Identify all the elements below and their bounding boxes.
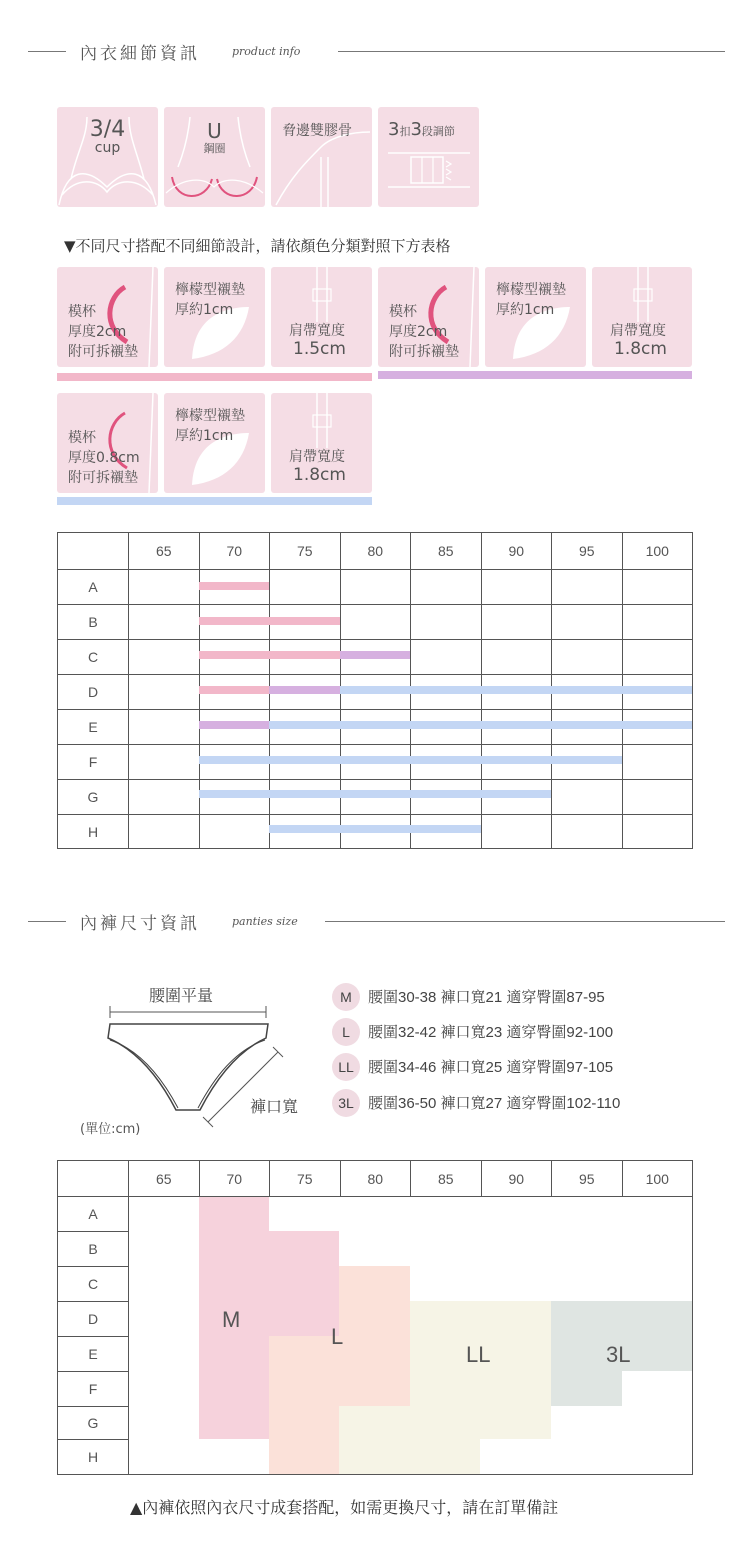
row-header: D xyxy=(58,675,129,710)
group3-pad-card xyxy=(164,393,265,493)
group1-strap-line2: 1.5cm xyxy=(293,339,346,359)
size-bar-d-75 xyxy=(269,686,340,694)
cup-unit-label: cup xyxy=(94,140,121,156)
table-row xyxy=(58,570,693,605)
group3-pad-line1: 檸檬型襯墊 xyxy=(175,408,245,424)
size-bar-c-70 xyxy=(199,651,340,659)
corner-cell xyxy=(58,1161,129,1197)
group3-color-bar xyxy=(57,497,372,505)
underwire-sub-label: 鋼圈 xyxy=(203,142,226,155)
col-header: 85 xyxy=(411,533,482,570)
group1-pad-card xyxy=(164,267,265,367)
panty-table-header xyxy=(58,1161,693,1197)
row-header: E xyxy=(58,1337,129,1372)
row-header: E xyxy=(58,710,129,745)
group2-cup-line1: 模杯 xyxy=(389,304,417,320)
group1-pad-line1: 檸檬型襯墊 xyxy=(175,282,245,298)
size-detail: 腰圍34-46 褲口寬25 適穿臀圍97-105 xyxy=(368,1059,614,1076)
group1-color-bar xyxy=(57,373,372,381)
col-header: 80 xyxy=(340,1161,411,1197)
group2-pad-line1: 檸檬型襯墊 xyxy=(496,282,566,298)
waist-measure-label: 腰圍平量 xyxy=(149,986,214,1005)
divider-left-2 xyxy=(28,921,66,922)
bra-table-header xyxy=(58,533,693,570)
col-header: 75 xyxy=(270,1161,341,1197)
group2-cup-line3: 附可拆襯墊 xyxy=(389,344,459,360)
col-header: 70 xyxy=(199,1161,270,1197)
size-bar-f-70 xyxy=(199,756,622,764)
footer-note: ▲內褲依照內衣尺寸成套搭配，如需更換尺寸，請在訂單備註 xyxy=(130,1498,559,1517)
row-header: A xyxy=(58,570,129,605)
size-detail: 腰圍36-50 褲口寬27 適穿臀圍102-110 xyxy=(368,1095,621,1112)
hook-rows: 3 xyxy=(410,119,422,140)
group1-strap-line1: 肩帶寬度 xyxy=(289,323,345,339)
group1-cup-line2: 厚度2cm xyxy=(68,324,127,340)
zone-label-3l: 3L xyxy=(606,1342,631,1367)
unit-label: (單位:cm) xyxy=(80,1122,141,1137)
group3-cup-line1: 模杯 xyxy=(68,430,96,446)
col-header: 90 xyxy=(481,533,552,570)
col-header: 80 xyxy=(340,533,411,570)
col-header: 90 xyxy=(481,1161,552,1197)
col-header: 100 xyxy=(622,1161,693,1197)
group2-pad-line2: 厚約1cm xyxy=(496,302,555,318)
size-bar-d-80 xyxy=(340,686,693,694)
divider-left xyxy=(28,51,66,52)
group3-strap-card xyxy=(271,393,372,493)
size-notice: ▼不同尺寸搭配不同細節設計，請依顏色分類對照下方表格 xyxy=(64,237,451,255)
group1-strap-card xyxy=(271,267,372,367)
group2-color-bar xyxy=(378,371,692,379)
size-badge: 3L xyxy=(332,1089,360,1117)
size-bar-b-70 xyxy=(199,617,340,625)
row-header: A xyxy=(58,1197,129,1232)
divider-right-2 xyxy=(325,921,725,922)
col-header: 85 xyxy=(411,1161,482,1197)
size-bar-e-70 xyxy=(199,721,270,729)
size-badge: L xyxy=(332,1018,360,1046)
zone-label-l: L xyxy=(331,1324,344,1349)
size-row-l xyxy=(332,1018,613,1046)
size-bar-d-70 xyxy=(199,686,270,694)
zone-label-ll: LL xyxy=(466,1342,491,1367)
table-row xyxy=(58,605,693,640)
col-header: 95 xyxy=(552,1161,623,1197)
feature-card-hook xyxy=(378,107,479,207)
size-row-ll xyxy=(332,1053,613,1081)
hook-word: 扣 xyxy=(399,125,411,138)
col-header: 70 xyxy=(199,533,270,570)
hook-label xyxy=(388,119,455,140)
feature-card-underwire xyxy=(164,107,265,207)
section-title-panties: 內褲尺寸資訊 xyxy=(80,914,200,934)
row-header: G xyxy=(58,780,129,815)
row-header: B xyxy=(58,1232,129,1267)
size-row-3l xyxy=(332,1089,620,1117)
zone-label-m: M xyxy=(222,1307,241,1332)
row-header: F xyxy=(58,1372,129,1407)
size-badge: LL xyxy=(332,1053,360,1081)
section-title-bra: 內衣細節資訊 xyxy=(80,44,200,64)
group2-strap-line2: 1.8cm xyxy=(614,339,667,359)
col-header: 65 xyxy=(129,533,200,570)
size-bar-e-75 xyxy=(269,721,692,729)
size-bar-c-80 xyxy=(340,651,411,659)
size-detail: 腰圍30-38 褲口寬21 適穿臀圍87-95 xyxy=(368,989,605,1006)
col-header: 65 xyxy=(129,1161,200,1197)
col-header: 95 xyxy=(552,533,623,570)
size-detail: 腰圍32-42 褲口寬23 適穿臀圍92-100 xyxy=(368,1024,614,1041)
feature-card-cup xyxy=(57,107,158,207)
size-bar-h-75 xyxy=(269,825,481,833)
col-header: 75 xyxy=(270,533,341,570)
group3-pad-line2: 厚約1cm xyxy=(175,428,234,444)
size-badge: M xyxy=(332,983,360,1011)
group2-cup-card xyxy=(378,267,479,367)
row-header: B xyxy=(58,605,129,640)
group1-pad-line2: 厚約1cm xyxy=(175,302,234,318)
divider-right xyxy=(338,51,725,52)
feature-card-side-boning xyxy=(271,107,372,207)
row-header: H xyxy=(58,815,129,849)
row-header: D xyxy=(58,1302,129,1337)
size-bar-g-70 xyxy=(199,790,552,798)
corner-cell xyxy=(58,533,129,570)
row-header: G xyxy=(58,1407,129,1440)
group1-cup-card xyxy=(57,267,158,367)
row-header: C xyxy=(58,640,129,675)
group3-cup-line3: 附可拆襯墊 xyxy=(68,470,138,486)
group3-cup-line2: 厚度0.8cm xyxy=(68,450,140,466)
cup-size-label: 3/4 xyxy=(89,117,126,142)
group1-cup-line3: 附可拆襯墊 xyxy=(68,344,138,360)
side-boning-label: 脅邊雙膠骨 xyxy=(282,123,352,139)
group1-cup-line1: 模杯 xyxy=(68,304,96,320)
panty-table-border xyxy=(127,1195,693,1475)
hook-count: 3 xyxy=(388,119,400,140)
group2-strap-card xyxy=(592,267,692,367)
group2-pad-card xyxy=(485,267,586,367)
col-header: 100 xyxy=(622,533,693,570)
row-header: H xyxy=(58,1440,129,1475)
section-script-bra: product info xyxy=(232,45,301,58)
group2-strap-line1: 肩帶寬度 xyxy=(610,323,666,339)
leg-opening-label: 褲口寬 xyxy=(250,1097,299,1116)
group3-strap-line1: 肩帶寬度 xyxy=(289,449,345,465)
section-script-panties: panties size xyxy=(232,915,298,928)
group2-cup-line2: 厚度2cm xyxy=(389,324,448,340)
group3-cup-card xyxy=(57,393,158,493)
hook-adjust: 段調節 xyxy=(421,125,455,138)
size-row-m xyxy=(332,983,605,1011)
row-header: C xyxy=(58,1267,129,1302)
underwire-label: U xyxy=(207,119,222,143)
size-bar-a-70 xyxy=(199,582,270,590)
row-header: F xyxy=(58,745,129,780)
group3-strap-line2: 1.8cm xyxy=(293,465,346,485)
